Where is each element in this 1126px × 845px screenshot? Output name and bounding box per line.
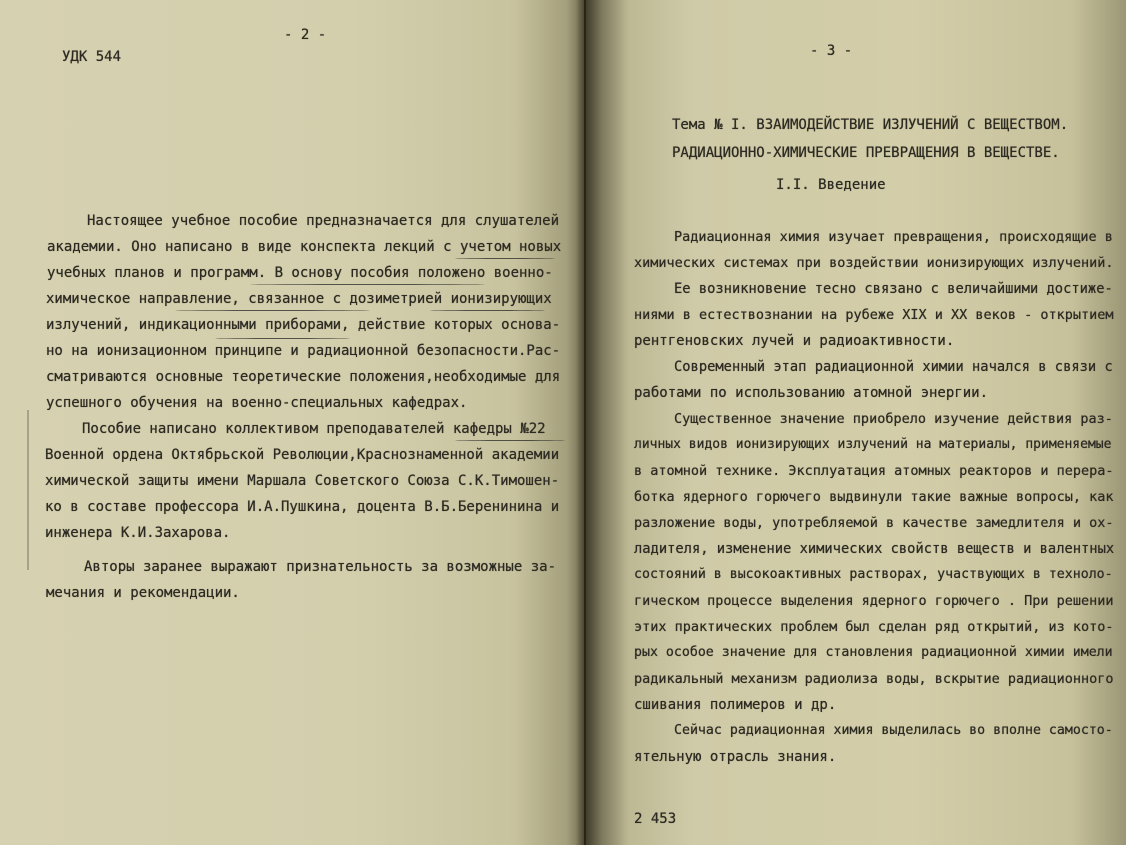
text-line: Существенное значение приобрело изучение действия раз- <box>674 411 1113 427</box>
text-line: излучений, индикационными приборами, действие которых основа- <box>46 317 561 333</box>
text-line: Военной ордена Октябрьской Революции,Краснознаменной академии <box>45 447 560 463</box>
text-line: инженера К.И.Захарова. <box>45 525 231 541</box>
section-heading: I.I. Введение <box>776 177 886 193</box>
text-line: химической защиты имени Маршала Советского Союза С.К.Тимошен- <box>45 473 560 489</box>
right-page <box>586 0 1126 845</box>
text-line: Пособие написано коллективом преподавателей кафедры №22 <box>82 421 546 437</box>
text-line: ниями в естествознании на рубеже XIX и XX веков - открытием <box>634 307 1114 323</box>
text-line: Современный этап радиационной химии начался в связи с <box>674 359 1113 375</box>
text-line: этих практических проблем был сделан ряд открытий, из кото- <box>634 619 1114 635</box>
text-line: сматриваются основные теоретические положения,необходимые для <box>46 369 561 385</box>
text-line: химическое направление, связанное с дозиметрией ионизирующих <box>46 291 552 307</box>
text-line: успешного обучения на военно-специальных кафедрах. <box>46 395 468 411</box>
pencil-underline <box>215 338 350 339</box>
text-line: Сейчас радиационная химия выделилась во вполне самосто- <box>674 723 1113 738</box>
footer-code: 2 453 <box>634 811 677 827</box>
pencil-underline <box>455 440 565 441</box>
fold-shadow <box>586 0 626 845</box>
text-line: Авторы заранее выражают признательность за возможные за- <box>84 559 557 575</box>
text-line: Ее возникновение тесно связано с величайшими достиже- <box>674 281 1113 297</box>
pencil-underline <box>430 310 545 311</box>
text-line: мечания и рекомендации. <box>46 585 240 601</box>
text-line: ко в составе профессора И.А.Пушкина, доцента В.Б.Беренинина и <box>45 499 560 515</box>
text-line: рентгеновских лучей и радиоактивности. <box>634 333 955 349</box>
text-line: рых особое значение для становления радиационной химии имели <box>634 645 1113 660</box>
topic-title-line-2: РАДИАЦИОННО-ХИМИЧЕСКИЕ ПРЕВРАЩЕНИЯ В ВЕЩЕСТВЕ. <box>672 145 1060 161</box>
text-line: учебных планов и программ. В основу пособия положено военно- <box>47 265 553 281</box>
udc-code: УДК 544 <box>62 49 122 65</box>
right-page-number: - 3 - <box>810 43 853 59</box>
text-line: химических системах при воздействии ионизирующих излучений. <box>634 255 1114 271</box>
pencil-underline <box>175 310 370 311</box>
text-line: ботка ядерного горючего выдвинули такие важные вопросы, как <box>634 489 1114 505</box>
pencil-underline <box>455 258 555 259</box>
text-line: Радиационная химия изучает превращения, происходящие в <box>674 229 1113 245</box>
text-line: радикальный механизм радиолиза воды, вскрытие радиационного <box>634 671 1114 687</box>
text-line: в атомной технике. Эксплуатация атомных реакторов и перера- <box>634 463 1114 479</box>
text-line: ятельную отрасль знания. <box>634 749 837 765</box>
text-line: но на ионизационном принципе и радиационной безопасности.Рас- <box>46 343 561 359</box>
text-line: работами по использованию атомной энергии. <box>634 385 989 401</box>
text-line: академии. Оно написано в виде конспекта лекций с учетом новых <box>47 239 562 255</box>
margin-mark <box>27 410 29 570</box>
text-line: разложение воды, употребляемой в качестве замедлителя и ох- <box>634 515 1114 531</box>
pencil-underline <box>250 284 485 285</box>
topic-title-line-1: Тема № I. ВЗАИМОДЕЙСТВИЕ ИЗЛУЧЕНИЙ С ВЕЩЕСТВОМ. <box>672 117 1069 133</box>
text-line: ладителя, изменение химических свойств веществ и валентных <box>634 541 1115 557</box>
text-line: Настоящее учебное пособие предназначается для слушателей <box>87 213 560 229</box>
left-page-number: - 2 - <box>284 27 327 43</box>
text-line: личных видов ионизирующих излучений на материалы, применяемые <box>634 437 1112 452</box>
text-line: гическом процессе выделения ядерного горючего . При решении <box>634 593 1114 609</box>
text-line: сшивания полимеров и др. <box>634 697 837 713</box>
text-line: состояний в высокоактивных растворах, участвующих в техноло- <box>634 567 1113 582</box>
